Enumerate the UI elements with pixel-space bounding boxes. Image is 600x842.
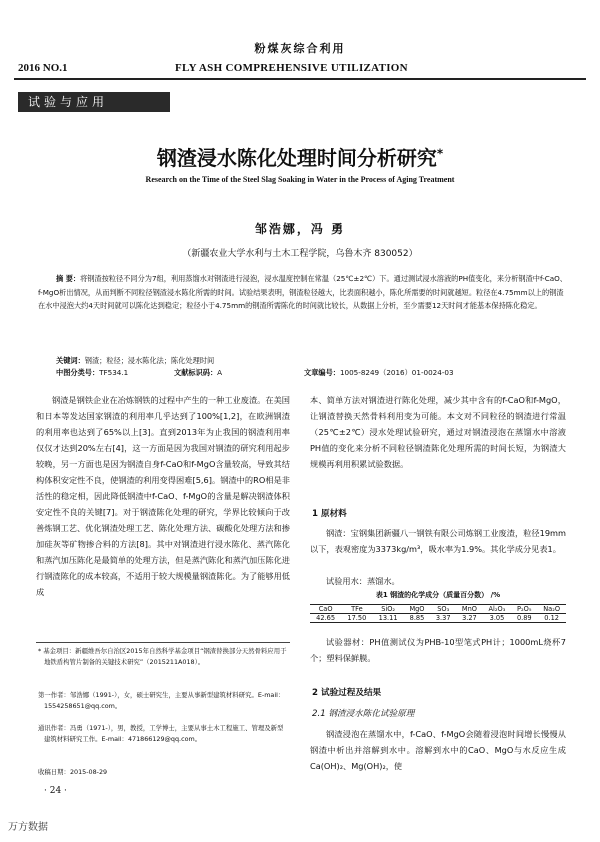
- table-header-cell: SiO₂: [373, 605, 404, 614]
- table-header-cell: MgO: [404, 605, 430, 614]
- abstract-text: 将钢渣按粒径不同分为7组，利用蒸馏水对钢渣进行浸泡，浸水温度控制在常温（25℃±2℃）下。通过测试浸水溶液的PH值变化，来分析钢渣中f-CaO、f-MgO析出情况，从而判断不同粒径钢渣浸水陈化所需的时间。试验结果表明，钢渣粒径越大，比表面积越小，陈化所需要的时间就越短。粒径在4.75mm以上的钢渣在水中浸泡大约4天时间就可以陈化达到稳定；粒径小于4.75mm的钢渣所需陈化的时间就比较长，从数据上分析，至少需要12天时间才能基本保持陈化稳定。: [38, 274, 567, 310]
- table-cell: 3.05: [483, 614, 512, 623]
- article-number: [304, 368, 454, 378]
- affiliation: （新疆农业大学水利与土木工程学院，乌鲁木齐 830052）: [182, 249, 418, 259]
- abstract: [38, 272, 568, 313]
- table-header-cell: SO₃: [430, 605, 456, 614]
- footnote-fund: * 基金项目：新疆维吾尔自治区2015年自然科学基金项目“钢渣替换部分天然骨料应用于地铁盾构管片制备的关键技术研究”（2015211A018）。: [38, 647, 287, 666]
- title-english: Research on the Time of the Steel Slag Soaking in Water in the Process of Aging Treatment: [145, 175, 455, 184]
- doc-label: 文献标识码：: [174, 368, 218, 377]
- footnote-rule: [36, 642, 290, 643]
- section-1-water: 试验用水：蒸馏水。: [326, 576, 400, 586]
- table-cell: 0.89: [511, 614, 537, 623]
- section-1-steel-slag: 钢渣：宝钢集团新疆八一钢铁有限公司炼钢工业废渣，粒径19mm以下，表观密度为3373kg/m³，吸水率为1.9%。其化学成分见表1。: [310, 528, 566, 554]
- table-cell: 42.65: [310, 614, 341, 623]
- section-2-1-paragraph: 钢渣浸泡在蒸馏水中，f-CaO、f-MgO会随着浸泡时间增长慢慢从钢渣中析出并溶解到水中。溶解到水中的CaO、MgO与水反应生成Ca(OH)₂、Mg(OH)₂，使: [310, 729, 566, 771]
- table-header-cell: Al₂O₃: [483, 605, 512, 614]
- art-value: 1005-8249（2016）01-0024-03: [339, 368, 454, 377]
- footnote-received: 收稿日期：2015-08-29: [38, 768, 108, 776]
- watermark: 万方数据: [8, 822, 48, 833]
- table-header-row: [310, 605, 566, 614]
- journal-name-cn: 粉煤灰综合利用: [254, 42, 346, 55]
- doc-value: A: [217, 368, 223, 377]
- table-cell: 13.11: [373, 614, 404, 623]
- section-1-heading: 1 原材料: [312, 509, 347, 519]
- section-2-1-heading: 2.1 钢渣浸水陈化试验原理: [312, 709, 415, 719]
- footnote-corresponding: 通讯作者：冯勇（1971-），男，教授，工学博士，主要从事土木工程施工、管理及新型建筑材料研究工作。E-mail：471866129@qq.com。: [38, 724, 284, 743]
- intro-continued-text: 本、简单方法对钢渣进行陈化处理，减少其中含有的f-CaO和f-MgO，让钢渣替换天然骨料利用变为可能。本文对不同粒径的钢渣进行常温（25℃±2℃）浸水处理试验研究，通过对钢渣浸泡在蒸馏水中溶液PH值的变化来分析不同粒径钢渣陈化处理所需的时间长短，为钢渣大规模再利用积累试验数据。: [310, 395, 566, 469]
- section-tag: 试验与应用: [18, 92, 170, 112]
- art-label: 文章编号：: [304, 368, 340, 377]
- journal-name-en: FLY ASH COMPREHENSIVE UTILIZATION: [175, 62, 408, 74]
- table-row: [310, 614, 566, 623]
- table-cell: 17.50: [341, 614, 372, 623]
- table-header-cell: Na₂O: [537, 605, 566, 614]
- title-footnote-mark: *: [436, 146, 444, 161]
- chem-table: [310, 604, 566, 623]
- header-rule: [14, 78, 586, 80]
- intro-continued: [310, 392, 566, 472]
- clc-label: 中图分类号：: [56, 368, 100, 377]
- keywords-text: 钢渣；粒径；浸水陈化法；陈化处理时间: [84, 356, 215, 365]
- table-header-cell: MnO: [456, 605, 482, 614]
- table-cell: 0.12: [537, 614, 566, 623]
- table-1: [310, 604, 566, 623]
- title-text: 钢渣浸水陈化处理时间分析研究: [156, 146, 437, 170]
- page-title: [0, 142, 600, 171]
- issue-number: 2016 NO.1: [18, 62, 68, 74]
- clc-value: TF534.1: [99, 368, 129, 377]
- page-number: · 24 ·: [44, 786, 67, 796]
- intro-paragraph: 钢渣是钢铁企业在冶炼钢铁的过程中产生的一种工业废渣。在美国和日本等发达国家钢渣的利用率几乎达到了100%[1,2]，在欧洲钢渣的利用率也达到了65%以上[3]。直到2013年为止我国的钢渣利用率仅仅才达到20%左右[4]，这一方面是因为我国对钢渣的研究利用起步较晚，另一方面也是因为钢渣自身f-CaO和f-MgO含量较高，导致其结构体积安定性不良，使钢渣的利用变得困难[5,6]。钢渣中的RO相是非活性的稳定相，因此降低钢渣中f-CaO、f-MgO的含量是解决钢渣体积安定性不良的关键[7]。对于钢渣陈化处理的研究，学界比较倾向于改善炼钢工艺、优化钢渣处理工艺、陈化处理方法、碳酸化处理方法和掺加硅灰等矿物掺合料的方法[8]。其中对钢渣进行浸水陈化、蒸汽陈化和蒸汽加压陈化是最简单的处理方法，但是蒸汽陈化和蒸汽加压陈化进行钢渣陈化的成本较高，不适用于较大规模量钢渣陈化。为了能够用低成: [36, 395, 290, 597]
- table-cell: 3.27: [456, 614, 482, 623]
- footnote-first-author: 第一作者：邹浩娜（1991-），女，硕士研究生，主要从事新型建筑材料研究。E-mail：1554258651@qq.com。: [38, 691, 285, 710]
- authors: 邹浩娜，冯 勇: [254, 222, 346, 236]
- table-header-cell: CaO: [310, 605, 341, 614]
- equipment-paragraph: 试验器材：PH值测试仪为PHB-10型笔式PH计；1000mL烧杯7个；塑料保鲜膜。: [310, 637, 566, 663]
- table-header-cell: TFe: [341, 605, 372, 614]
- keywords: [56, 354, 566, 368]
- table-cell: 3.37: [430, 614, 456, 623]
- keywords-label: 关键词：: [56, 356, 85, 365]
- table-header-cell: P₂O₅: [511, 605, 537, 614]
- section-2-heading: 2 试验过程及结果: [312, 688, 382, 698]
- table-cell: 8.85: [404, 614, 430, 623]
- abstract-label: 摘 要：: [56, 274, 81, 283]
- table-caption: 表1 钢渣的化学成分（质量百分数） /%: [375, 591, 501, 599]
- clc-number: [56, 368, 128, 378]
- doc-code: [174, 368, 222, 378]
